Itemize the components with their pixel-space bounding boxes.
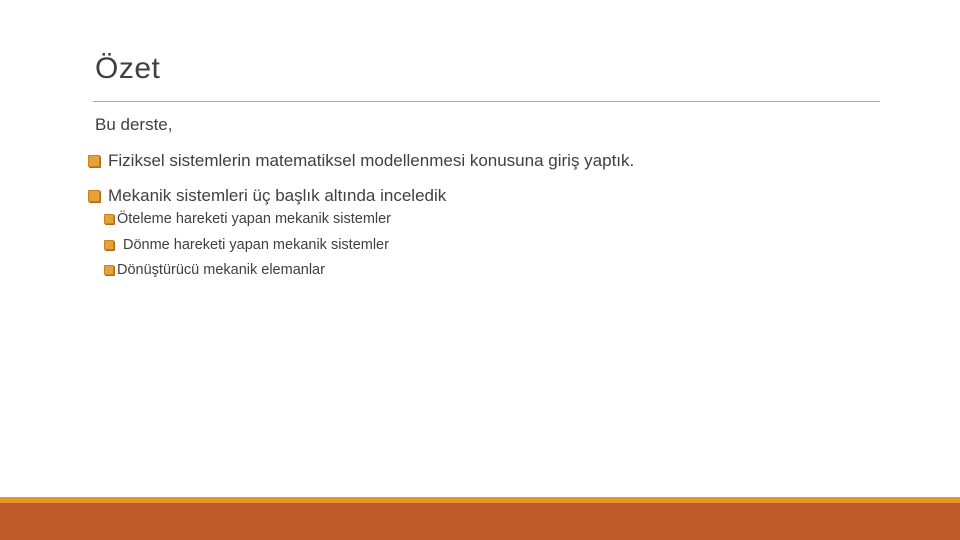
title-divider <box>93 101 880 102</box>
intro-text: Bu derste, <box>95 115 173 134</box>
bullet-item <box>88 186 446 206</box>
bullet-text: Mekanik sistemleri üç başlık altında inceledik <box>108 186 447 205</box>
slide-title: Özet <box>95 52 161 85</box>
sub-bullet-text: Öteleme hareketi yapan mekanik sistemler <box>117 211 392 227</box>
bullet-item <box>88 151 634 171</box>
sub-bullet-text: Dönüştürücü mekanik elemanlar <box>117 262 325 278</box>
checkbox-square-icon <box>104 214 114 224</box>
sub-bullet-item <box>104 211 391 227</box>
checkbox-square-icon <box>88 190 100 202</box>
checkbox-square-icon <box>104 240 114 250</box>
sub-bullet-item <box>104 237 389 253</box>
sub-bullet-item <box>104 262 325 278</box>
sub-bullet-text: Dönme hareketi yapan mekanik sistemler <box>123 237 389 253</box>
footer-band <box>0 503 960 540</box>
bullet-text: Fiziksel sistemlerin matematiksel modellenmesi konusuna giriş yaptık. <box>108 151 635 170</box>
checkbox-square-icon <box>104 265 114 275</box>
checkbox-square-icon <box>88 155 100 167</box>
